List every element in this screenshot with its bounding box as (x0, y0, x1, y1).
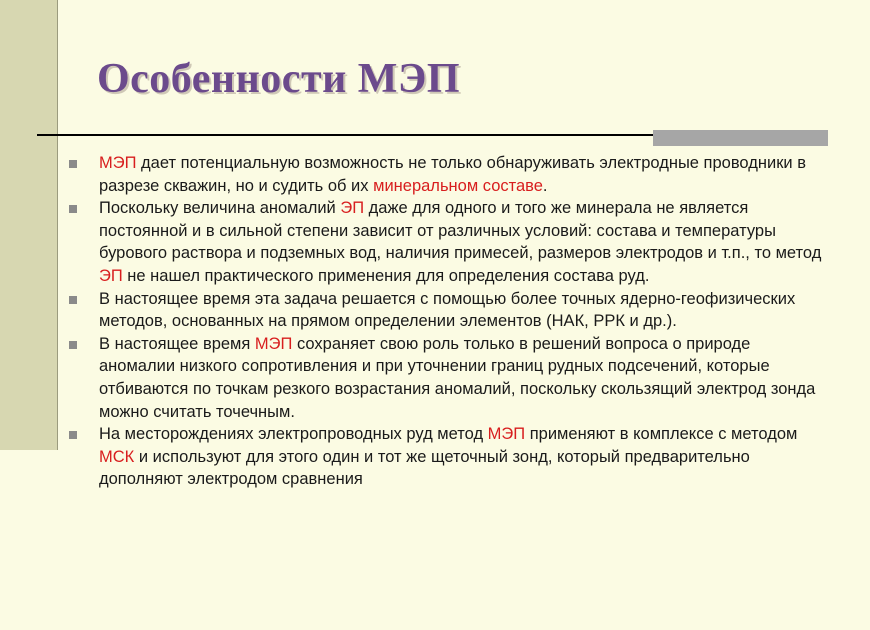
highlighted-term: ЭП (340, 199, 365, 218)
highlighted-term: МЭП (254, 334, 293, 353)
highlighted-term: МЭП (99, 154, 137, 172)
bullet-text: . (542, 176, 548, 195)
highlighted-term: МСК (99, 447, 135, 466)
title-divider (37, 134, 653, 136)
square-bullet-icon (69, 341, 77, 349)
bullet-text: В настоящее время (99, 334, 255, 353)
side-decor-bar (0, 0, 58, 450)
bullet-text: и используют для этого один и тот же щеточный зонд, который предварительно дополняют электродом сравнения (99, 447, 750, 489)
bullet-item (64, 423, 824, 491)
bullet-item (64, 288, 824, 333)
highlighted-term: МЭП (487, 425, 526, 444)
bullet-item (64, 197, 824, 287)
square-bullet-icon (69, 160, 77, 168)
bullet-text: не нашел практического применения для определения состава руд. (122, 266, 650, 285)
bullet-item (64, 152, 824, 197)
square-bullet-icon (69, 296, 77, 304)
bullet-item (64, 333, 824, 423)
square-bullet-icon (69, 431, 77, 439)
slide-title: Особенности МЭП (97, 56, 461, 102)
bullet-text: даже для одного и того же минерала не является постоянной и в сильной степени зависит от различных условий: состава и температуры бурового раствора и подземных вод, наличия примесей, размеров электродов и т.п., то метод (99, 199, 822, 263)
bullet-text: применяют в комплексе с методом (525, 425, 798, 444)
bullet-text: Поскольку величина аномалий (99, 199, 341, 218)
bullet-text: В настоящее время эта задача решается с помощью более точных ядерно-геофизических методов, основанных на прямом определении элементов (НАК, РРК и др.). (99, 289, 796, 331)
title-divider-accent (653, 130, 828, 146)
highlighted-term: ЭП (99, 266, 123, 285)
highlighted-term: минеральном составе (373, 176, 543, 195)
slide-body (64, 152, 824, 491)
bullet-text: дает потенциальную возможность не только обнаруживать электродные проводники в разрезе скважин, но и судить об их (99, 154, 806, 195)
bullet-list (64, 152, 824, 491)
bullet-text: На месторождениях электропроводных руд метод (99, 425, 488, 444)
square-bullet-icon (69, 205, 77, 213)
bullet-text: сохраняет свою роль только в решений вопроса о природе аномалии низкого сопротивления и при уточнении границ рудных подсечений, которые отбиваются по точкам резкого возрастания аномалий, поскольку скользящий электрод зонда можно считать точечным. (99, 334, 816, 421)
